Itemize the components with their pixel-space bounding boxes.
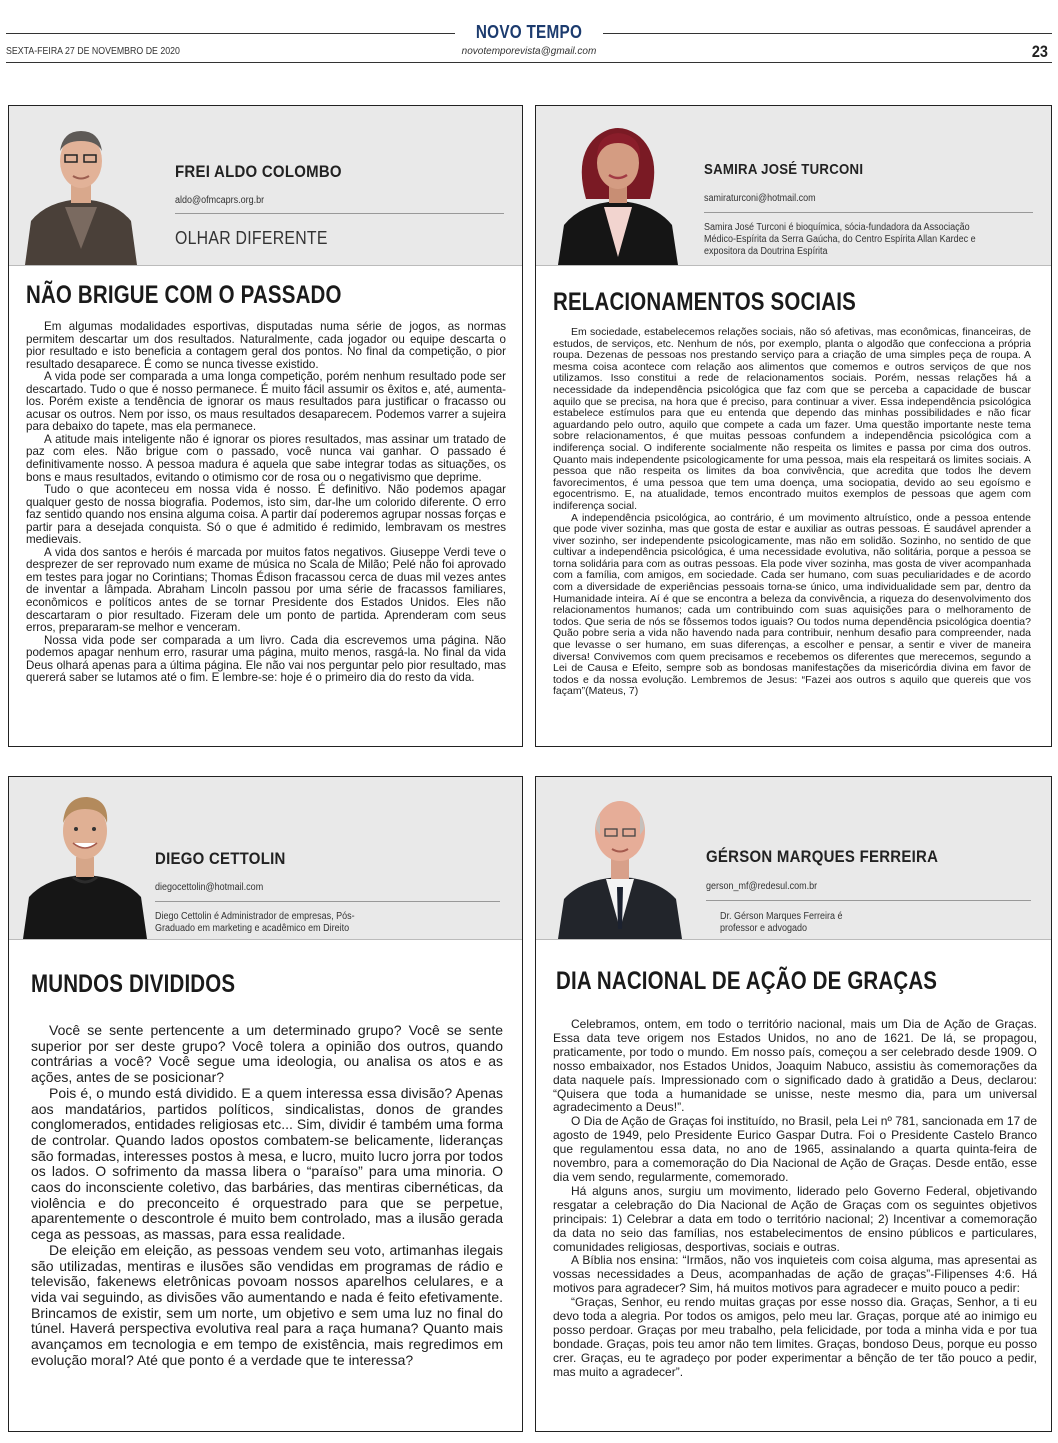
header-divider [175, 213, 504, 214]
author-photo [17, 109, 145, 265]
paragraph: A vida pode ser comparada a uma longa competição, porém nenhum resultado pode ser descartado. Tudo o que é nosso permanece. É muito fácil assumir os êxitos e, até, aumenta-los. Porém existe a tendência de ignorar os maus resultados para justificar o fracasso ou acusar os outros. Nem por isso, os maus resultados desaparecem. Podemos varrer a sujeira para debaixo do tapete, mas ela permanece. [26, 370, 506, 434]
paragraph: Há alguns anos, surgiu um movimento, liderado pelo Governo Federal, objetivando resgatar a celebração do Dia Nacional de Ação de Graças com os seguintes objetivos principais: 1) Celebrar a data em todo o território nacional; 2) Incentivar a comemoração da data no seio das famílias, nos estabelecimentos de ensino públicos e particulares, comunidades religiosas, desportivas, sociais e outras. [553, 1183, 1037, 1254]
paragraph: Em sociedade, estabelecemos relações sociais, não só afetivas, mas econômicas, financeiras, de estudos, de serviços, etc. Nenhum de nós, por exemplo, planta o algodão que confecciona a própria roupa. Dezenas de pessoas nos prestando serviço para a criação de uma simples peça de roupa. A mesma coisa acontece com relação aos alimentos que comemos e outros serviços de que nos utilizamos. Isso constitui a rede de relacionamentos sociais. Porém, nessas relações há a necessidade da independência psicológica que faz com que se perceba a capacidade de buscar aquilo que se precisa, na hora que é preciso, para continuar a viver. Essa independência psicológica estabelece estímulos para que eu entenda que dependo das minhas possibilidades e não ficar aguardando pelo outro, aquilo que compete a cada um fazer. Uma questão importante neste tema sobre relacionamentos, é que muitas pessoas confundem a independência psicológica com a indiferença social. O indiferente socialmente não respeita os limites e passa por cima dos outros. Quanto mais independente psicologicamente for uma pessoa, mais ela respeitará os limites sociais. A pessoa que não respeita os limites da boa convivência, que acredita que todos lhe devem favorecimentos, é uma pessoa que tem uma doença, uma sociopatia, devido ao seu egoísmo e egocentrismo. E, na atualidade, temos encontrado muitos exemplos de pessoas que agem com indiferença social. [553, 326, 1031, 512]
article-headline: NÃO BRIGUE COM O PASSADO [26, 281, 342, 309]
newspaper-email[interactable]: novotemporevista@gmail.com [461, 46, 597, 57]
author-email[interactable]: aldo@ofmcaprs.org.br [175, 195, 265, 206]
author-name: DIEGO CETTOLIN [155, 849, 286, 868]
masthead [0, 0, 1058, 70]
author-photo [554, 107, 682, 265]
author-header [9, 106, 522, 266]
author-photo [556, 779, 684, 939]
article-frei-aldo-colombo [8, 105, 523, 747]
header-divider [704, 212, 1033, 213]
author-email[interactable]: gerson_mf@redesul.com.br [706, 881, 818, 892]
paragraph: A independência psicológica, ao contrário, é um movimento altruístico, onde a pessoa entende que pode viver sozinha, mas que gosta de estar e auxiliar as outras pessoas. É saudável aprender a viver sozinho, ser independente psicologicamente, mas não em solidão. Sozinho, no sentido de que cultivar a independência psicológica, é uma necessidade evolutiva, não solitária, porque a pessoa se torna solidária para com as outras pessoas. Ela pode viver sozinha, mas gosta de viver acompanhada com a família, com amigos, em sociedade. Cada ser humano, com suas peculiaridades e de acordo com a diversidade de experiências pessoais torna-se único, uma individualidade sem par, dentro da Humanidade inteira. Aí é que se encontra a beleza da convivência, a riqueza do desenvolvimento dos relacionamentos humanos; cada um contribuindo com suas aquisições para o melhoramento de todos. Que seria de nós se fôssemos todos iguais? Ou todos numa dependência psicológica doentia? Quão pobre seria a vida não havendo nada para contribuir, nenhum desafio para compreender, nada que levasse o ser humano, em suas diferenças, a escolher e pensar, a sentir e viver de maneira diversa! Convivemos com quem precisamos e recebemos os diferentes que merecemos, segundo a Lei de Causa e Efeito, sempre sob as bondosas manifestações da misericórdia divina em favor de todos e da nossa evolução. Lembremos de Jesus: “Fazei aos outros s aquilo que quereis que vos façam”(Mateus, 7) [553, 511, 1031, 698]
paragraph: Tudo o que aconteceu em nossa vida é nosso. É definitivo. Não podemos apagar qualquer gesto de nossa biografia. Podemos, isto sim, dar-lhe um colorido diferente. O erro faz sentido quando nos ensina alguma coisa. A partir daí poderemos agrupar nossas forças e partir para a desejada conquista. Só o que é admitido é redimido, lembravam os mestres medievais. [26, 483, 506, 547]
paragraph: Você se sente pertencente a um determinado grupo? Você se sente superior por ser deste grupo? Você tolera a opinião dos outros, quando contrárias a você? Você segue uma ideologia, ou analisa os atos e as ações, antes de se posicionar? [31, 1022, 503, 1086]
article-body [553, 327, 1031, 698]
article-headline: RELACIONAMENTOS SOCIAIS [553, 288, 856, 316]
author-email[interactable]: samiraturconi@hotmail.com [704, 193, 816, 204]
author-bio: Dr. Gérson Marques Ferreira é professor e advogado [720, 911, 843, 934]
author-email[interactable]: diegocettolin@hotmail.com [155, 882, 264, 893]
masthead-bottom-rule [6, 62, 1052, 63]
paragraph: Em algumas modalidades esportivas, disputadas numa série de jogos, as normas permitem descartar um dos resultados. Naturalmente, cada jogador ou equipe descarta o pior resultado e isto beneficia a contagem geral dos pontos. No final da competição, o pior resultado desaparece. É como se nunca tivesse existido. [26, 320, 506, 371]
author-header [9, 777, 522, 940]
author-photo [21, 779, 149, 939]
paragraph: A Bíblia nos ensina: “Irmãos, não vos inquieteis com coisa alguma, mas apresentai as vossas necessidades a Deus, acompanhadas de ação de graças”-Filipenses 4:6. Há motivos para agradecer? Sim, há muitos motivos para agradecer e muito pouco a pedir: [553, 1253, 1037, 1296]
paragraph: O Dia de Ação de Graças foi instituído, no Brasil, pela Lei nº 781, sancionada em 17 de agosto de 1949, pelo Presidente Eurico Gaspar Dutra. Foi o Presidente Castelo Branco que regulamentou essa data, no ano de 1965, assinalando a quarta quinta-feira de novembro, para a comemoração do Dia Nacional de Ação de Graças. Desde então, esse dia vem sendo, regularmente, comemorado. [553, 1114, 1037, 1184]
paragraph: De eleição em eleição, as pessoas vendem seu voto, artimanhas ilegais são utilizadas, mentiras e ilusões são vendidas em programas de rádio e televisão, fakenews eletrônicas povoam nossos aparelhos celulares, e a vida vai seguindo, as divisões vão aumentando e nada é feito efetivamente. Brincamos de existir, sem um norte, um objetivo e sem uma luz no final do túnel. Haverá perspectiva evolutiva real para a raça humana? Quanto mais avançamos em tecnologia e em tempo de existência, mais regredimos em evolução moral? Até que ponto é a verdade que te interessa? [31, 1241, 503, 1368]
author-header [536, 777, 1051, 940]
author-name: SAMIRA JOSÉ TURCONI [704, 161, 864, 178]
author-name: FREI ALDO COLOMBO [175, 162, 342, 181]
page-number: 23 [1031, 42, 1048, 61]
paragraph: Pois é, o mundo está dividido. E a quem interessa essa divisão? Apenas aos mandatários, partidos políticos, sindicalistas, donos de grandes conglomerados, entidades religiosas etc... Sim, dividir é também uma forma de controlar. Quando lados opostos combatem-se belicamente, lideranças são formadas, interesses postos à mesa, e lucro, muito lucro jorra por todos os lados. O sofrimento da massa libera o “paraíso” para uma minoria. O caos do inconsciente coletivo, das barbáries, das mentiras cibernéticas, da violência e do preconceito é orquestrado para que se perpetue, aparentemente o descontrole é muito bem controlado, mas a ilusão gerada cega as pessoas, as massas, para essa realidade. [31, 1084, 503, 1243]
article-body [26, 321, 506, 685]
header-divider [155, 901, 500, 902]
author-name: GÉRSON MARQUES FERREIRA [706, 847, 939, 866]
article-headline: DIA NACIONAL DE AÇÃO DE GRAÇAS [556, 967, 938, 995]
paragraph: A atitude mais inteligente não é ignorar os piores resultados, mas assinar um tratado de paz com eles. Não brigue com o passado, você nunca vai ganhar. O passado é definitivamente nosso. A pessoa madura é aquela que sabe integrar todas as situações, os bons e maus resultados, evitando o otimismo cor de rosa ou o negativismo que deprime. [26, 432, 506, 484]
column-section-title: OLHAR DIFERENTE [175, 228, 328, 248]
paragraph: Celebramos, ontem, em todo o território nacional, mais um Dia de Ação de Graças. Essa data teve origem nos Estados Unidos, no ano de 1621. De lá, se propagou, praticamente, por todo o mundo. Em nosso país, começou a ser celebrado desde 1909. O nosso embaixador, nos Estados Unidos, Joaquim Nabuco, assistiu às comemorações da data naquele país. Impressionado com o significado dado à gratidão a Deus, declarou: “Quisera que toda a humanidade se unisse, neste mesmo dia, para um universal agradecimento a Deus!”. [553, 1017, 1037, 1115]
edition-date: SEXTA-FEIRA 27 DE NOVEMBRO DE 2020 [6, 46, 180, 57]
article-body [553, 1018, 1037, 1380]
author-bio: Samira José Turconi é bioquímica, sócia-fundadora da Associação Médico-Espírita da Serra Gaúcha, do Centro Espírita Allan Kardec e expositora da Doutrina Espírita [704, 222, 976, 257]
paragraph: A vida dos santos e heróis é marcada por muitos fatos negativos. Giuseppe Verdi teve o desprezer de ser reprovado num exame de música no Scala de Milão; Pelé não foi aprovado em testes para jogar no Corintians; Thomas Édison fracassou cerca de duas mil vezes antes de inventar a lâmpada. Abraham Lincoln passou por uma série de fracassos familiares, econômicos e políticos antes de se tornar Presidente dos Estados Unidos. Eles não descartaram o pior resultado. Fizeram dele um ponto de partida. Aprenderam com seus erros, prepararam-se melhor e venceram. [26, 545, 506, 635]
header-divider [706, 900, 1031, 901]
author-bio: Diego Cettolin é Administrador de empresas, Pós-Graduado em marketing e acadêmico em Direito [155, 911, 355, 934]
article-gerson-marques-ferreira [535, 776, 1052, 1432]
author-header [536, 106, 1051, 266]
article-diego-cettolin [8, 776, 523, 1432]
article-body [31, 1023, 503, 1368]
newspaper-title: NOVO TEMPO [475, 22, 583, 42]
article-headline: MUNDOS DIVIDIDOS [31, 970, 236, 998]
paragraph: Nossa vida pode ser comparada a um livro. Cada dia escrevemos uma página. Não podemos apagar nenhum erro, rasurar uma página, muito menos, rasgá-la. No final da vida Deus olhará apenas para a última página. Ele não vai nos perguntar pelo pior resultado, mas quererá saber se lutamos até o fim. E lembre-se: hoje é o primeiro dia do resto da vida. [26, 633, 506, 685]
paragraph: “Graças, Senhor, eu rendo muitas graças por esse nosso dia. Graças, Senhor, a ti eu devo toda a alegria. Por todos os amigos, pelo meu lar. Graças, porque até ao inimigo eu posso perdoar. Graças por meu trabalho, pela felicidade, por toda a minha vida e por tua bondade. Graças, pois teu amor não tem limites. Graças, bondoso Deus, porque eu posso crer. Graças, eu te agradeço por poder experimentar a bênção de ter tão pouco a pedir, mas muito a agradecer”. [553, 1295, 1037, 1379]
article-samira-jose-turconi [535, 105, 1052, 747]
